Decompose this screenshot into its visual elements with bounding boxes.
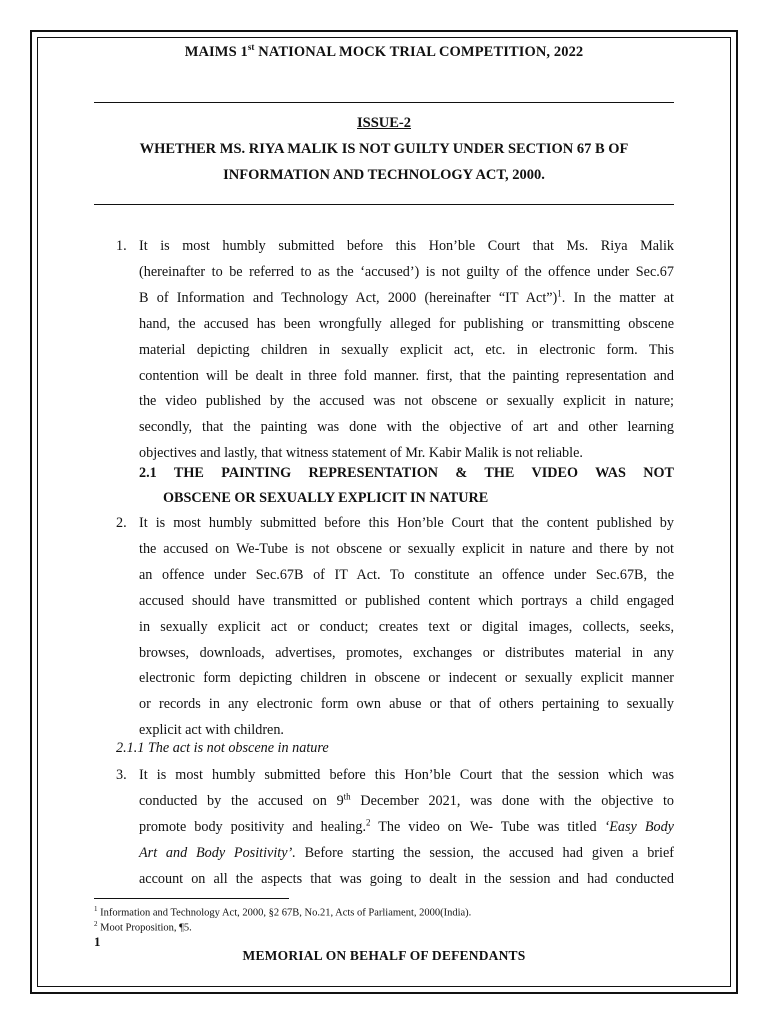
paragraph-1 bbox=[94, 234, 674, 467]
paragraph-body bbox=[139, 511, 674, 744]
paragraph-body bbox=[139, 763, 674, 893]
text-fragment: Before starting the session, the accused had given a brief bbox=[295, 844, 674, 861]
text-fragment: promote body positivity and healing. bbox=[139, 818, 366, 835]
header-sup: st bbox=[247, 42, 255, 52]
text-line: It is most humbly submitted before this Hon’ble Court that the session which was bbox=[139, 767, 674, 783]
text-line bbox=[139, 815, 674, 841]
header-prefix: MAIMS 1 bbox=[184, 43, 248, 60]
page-footer: MEMORIAL ON BEHALF OF DEFENDANTS bbox=[242, 948, 526, 963]
text-line: browses, downloads, advertises, promotes, exchanges or distributes material in any bbox=[139, 644, 674, 661]
text-fragment: The video on We- Tube was titled bbox=[370, 818, 605, 835]
text-line: the accused on We-Tube is not obscene or sexually explicit in nature and there by not bbox=[139, 540, 674, 557]
superscript: th bbox=[343, 791, 351, 802]
text-line: It is most humbly submitted before this Hon’ble Court that the content published by bbox=[139, 515, 674, 531]
footnote-ref: 2 bbox=[366, 817, 371, 828]
footnote-mark: 2 bbox=[94, 920, 98, 928]
text-fragment: December 2021, was done with the objective to bbox=[350, 792, 674, 809]
issue-title-line2: INFORMATION AND TECHNOLOGY ACT, 2000. bbox=[223, 167, 545, 183]
footnote-separator bbox=[94, 898, 289, 899]
text-line: the video published by the accused was not obscene or sexually explicit in nature; bbox=[139, 393, 674, 410]
text-line: an offence under Sec.67B of IT Act. To constitute an offence under Sec.67B, the bbox=[139, 566, 674, 583]
footnote-mark: 1 bbox=[94, 905, 98, 913]
footnote-text: Moot Proposition, ¶5. bbox=[97, 922, 192, 934]
text-fragment: B of Information and Technology Act, 2000 (hereinafter “IT Act”) bbox=[139, 289, 558, 306]
text-line: in sexually explicit act or conduct; creates text or digital images, collects, seeks, bbox=[139, 618, 674, 635]
text-line: or records in any electronic form own abuse or that of others pertaining to sexually bbox=[139, 696, 674, 713]
paragraph-number: 1. bbox=[116, 238, 127, 254]
paragraph-3 bbox=[94, 763, 674, 893]
subheading-line1: 2.1 THE PAINTING REPRESENTATION & THE VIDEO WAS NOT bbox=[139, 465, 674, 481]
text-line bbox=[139, 286, 674, 312]
page-header bbox=[94, 42, 674, 61]
issue-bottom-rule bbox=[94, 204, 674, 205]
video-title-fragment: ‘Easy Body bbox=[604, 818, 674, 835]
text-line: (hereinafter to be referred to as the ‘accused’) is not guilty of the offence under Sec.67 bbox=[139, 263, 674, 280]
text-fragment: . In the matter at bbox=[561, 289, 674, 306]
issue-top-rule bbox=[94, 102, 674, 103]
issue-title-line1: WHETHER MS. RIYA MALIK IS NOT GUILTY UNDER SECTION 67 B OF bbox=[139, 141, 629, 157]
issue-number: ISSUE-2 bbox=[357, 115, 411, 131]
header-suffix: NATIONAL MOCK TRIAL COMPETITION, 2022 bbox=[254, 43, 584, 60]
text-line: account on all the aspects that was going to dealt in the session and had conducted bbox=[139, 870, 674, 887]
subheading-line2: OBSCENE OR SEXUALLY EXPLICIT IN NATURE bbox=[163, 489, 489, 506]
text-fragment: conducted by the accused on 9 bbox=[139, 792, 344, 809]
text-line: secondly, that the painting was done with the objective of art and other learning bbox=[139, 419, 674, 436]
text-line: It is most humbly submitted before this Hon’ble Court that Ms. Riya Malik bbox=[139, 238, 674, 254]
text-line: electronic form depicting children in obscene or indecent or sexually explicit manner bbox=[139, 670, 674, 687]
text-line: hand, the accused has been wrongfully alleged for publishing or transmitting obscene bbox=[139, 315, 674, 332]
text-line: material depicting children in sexually explicit act, etc. in electronic form. This bbox=[139, 341, 674, 358]
video-title-fragment: Art and Body Positivity’. bbox=[139, 844, 296, 861]
paragraph-number: 2. bbox=[116, 515, 127, 531]
text-line: explicit act with children. bbox=[139, 722, 284, 739]
subheading-2-1 bbox=[139, 461, 674, 510]
footnote-text: Information and Technology Act, 2000, §2 67B, No.21, Acts of Parliament, 2000(India). bbox=[97, 907, 472, 919]
text-line bbox=[139, 841, 674, 867]
text-line: contention will be dealt in three fold manner. first, that the painting representation and bbox=[139, 367, 674, 384]
subheading-2-1-1: 2.1.1 The act is not obscene in nature bbox=[116, 740, 329, 756]
paragraph-body bbox=[139, 234, 674, 467]
page-number: 1 bbox=[94, 934, 101, 949]
footnote-2 bbox=[94, 917, 192, 936]
issue-block bbox=[94, 110, 674, 188]
text-line: objectives and lastly, that witness statement of Mr. Kabir Malik is not reliable. bbox=[139, 445, 583, 462]
footnote-ref: 1 bbox=[557, 288, 562, 299]
text-line bbox=[139, 789, 674, 815]
paragraph-number: 3. bbox=[116, 767, 127, 783]
text-line: accused should have transmitted or published content which portrays a child engaged bbox=[139, 592, 674, 609]
paragraph-2 bbox=[94, 511, 674, 744]
